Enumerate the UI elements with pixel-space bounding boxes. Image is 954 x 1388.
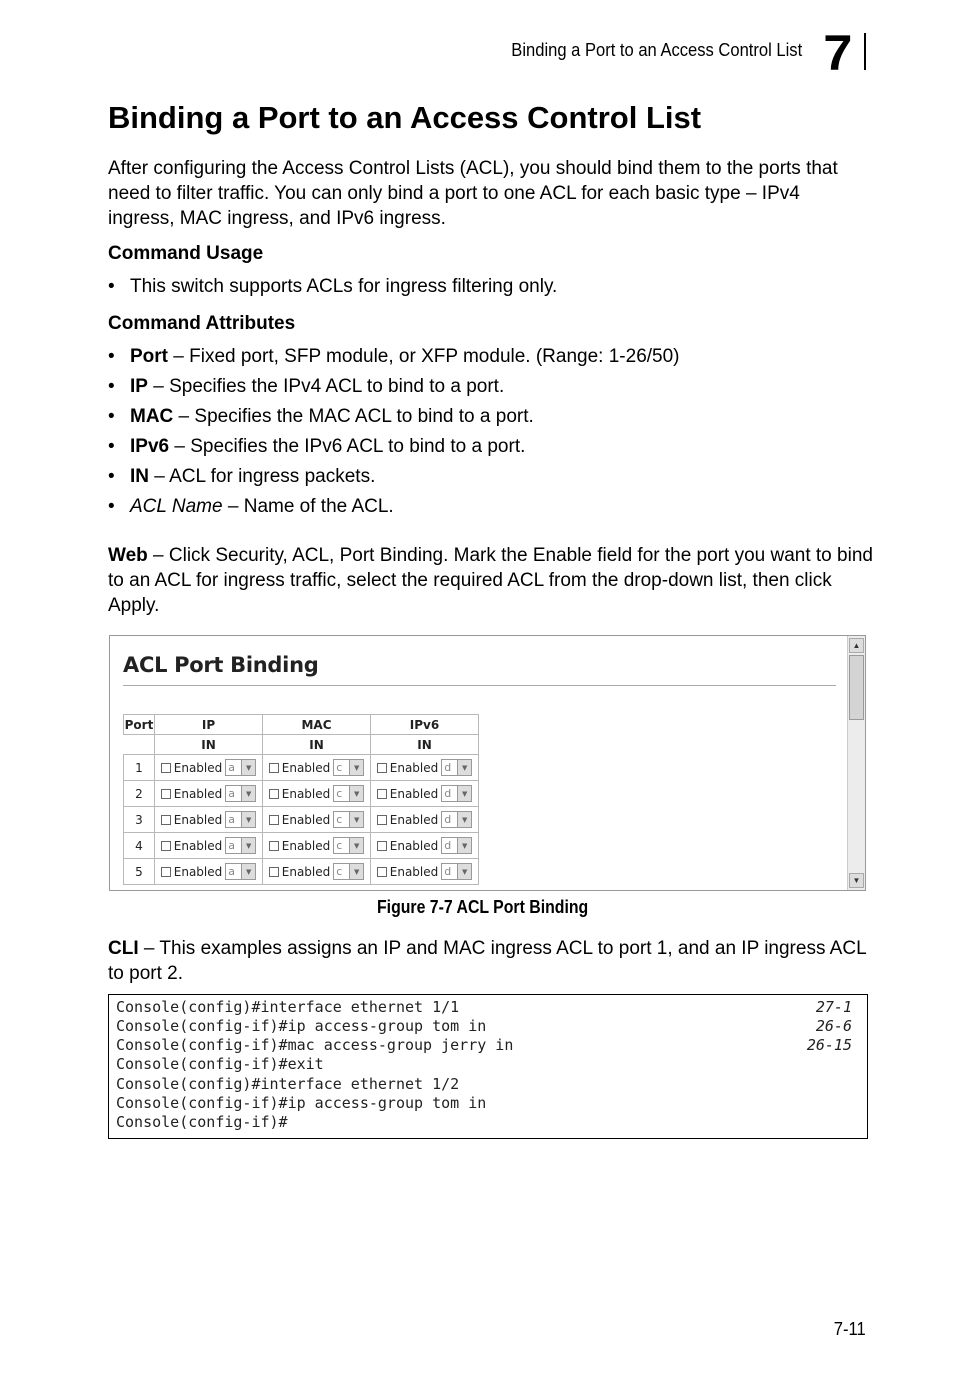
command-usage-heading: Command Usage bbox=[108, 243, 264, 264]
attribute-desc: – Fixed port, SFP module, or XFP module. (Range: 1-26/50) bbox=[168, 346, 680, 367]
table-row bbox=[124, 859, 479, 885]
bullet-dot: • bbox=[108, 276, 115, 297]
ip-binding-cell bbox=[155, 863, 262, 880]
enabled-label: Enabled bbox=[173, 812, 223, 827]
mac-binding-cell bbox=[263, 837, 370, 854]
header-mac: MAC bbox=[263, 715, 371, 735]
acl-select-value: d bbox=[444, 813, 452, 826]
attribute-bullet: • MAC – Specifies the MAC ACL to bind to a port. bbox=[108, 406, 534, 427]
attribute-term: IPv6 bbox=[130, 436, 170, 457]
ip-acl-select[interactable] bbox=[225, 759, 256, 776]
acl-select-value: d bbox=[444, 865, 452, 878]
port-number: 5 bbox=[135, 864, 143, 879]
ipv6-enable-checkbox[interactable] bbox=[377, 867, 387, 877]
acl-port-binding-figure bbox=[109, 635, 866, 891]
enabled-label: Enabled bbox=[173, 786, 223, 801]
panel-title: ACL Port Binding bbox=[123, 653, 319, 677]
page-number: 7-11 bbox=[834, 1319, 866, 1339]
code-reference: 26-15 bbox=[806, 1036, 852, 1054]
ip-acl-select[interactable] bbox=[225, 811, 256, 828]
mac-binding-cell bbox=[263, 811, 370, 828]
acl-select-value: d bbox=[444, 839, 452, 852]
header-ip-in: IN bbox=[155, 735, 263, 755]
enabled-label: Enabled bbox=[389, 812, 439, 827]
command-attributes-heading: Command Attributes bbox=[108, 313, 296, 334]
ipv6-acl-select[interactable] bbox=[441, 811, 472, 828]
enabled-label: Enabled bbox=[281, 838, 331, 853]
enabled-label: Enabled bbox=[389, 838, 439, 853]
header-ip: IP bbox=[155, 715, 263, 735]
web-paragraph bbox=[108, 543, 878, 618]
web-text: – Click Security, ACL, Port Binding. Mark the Enable field for the port you want to bind to an ACL for ingress traffic, select the required ACL from the drop-down list, then click Apply. bbox=[108, 545, 873, 616]
ip-enable-checkbox[interactable] bbox=[161, 789, 171, 799]
ipv6-enable-checkbox[interactable] bbox=[377, 789, 387, 799]
acl-select-value: a bbox=[228, 787, 235, 800]
ipv6-enable-checkbox[interactable] bbox=[377, 815, 387, 825]
code-line: Console(config-if)#ip access-group tom in bbox=[116, 1017, 487, 1035]
scroll-up-arrow-icon[interactable]: ▲ bbox=[849, 638, 864, 653]
enabled-label: Enabled bbox=[173, 838, 223, 853]
attribute-desc: – Specifies the MAC ACL to bind to a port. bbox=[173, 406, 534, 427]
attribute-term: IN bbox=[130, 466, 149, 487]
chapter-rule bbox=[864, 33, 866, 70]
code-line: Console(config)#interface ethernet 1/2 bbox=[116, 1075, 460, 1093]
enabled-label: Enabled bbox=[281, 864, 331, 879]
cli-code-box bbox=[108, 994, 868, 1139]
cli-text: – This examples assigns an IP and MAC ingress ACL to port 1, and an IP ingress ACL to port 2. bbox=[108, 938, 866, 984]
ip-enable-checkbox[interactable] bbox=[161, 815, 171, 825]
dropdown-arrow-icon[interactable]: ▼ bbox=[241, 812, 255, 827]
ipv6-binding-cell bbox=[371, 863, 478, 880]
table-row bbox=[124, 755, 479, 781]
enabled-label: Enabled bbox=[389, 786, 439, 801]
ipv6-binding-cell bbox=[371, 837, 478, 854]
acl-select-value: a bbox=[228, 865, 235, 878]
enabled-label: Enabled bbox=[281, 812, 331, 827]
enabled-label: Enabled bbox=[173, 864, 223, 879]
dropdown-arrow-icon[interactable]: ▼ bbox=[349, 786, 363, 801]
port-number: 1 bbox=[135, 760, 143, 775]
mac-enable-checkbox[interactable] bbox=[269, 841, 279, 851]
code-line: Console(config-if)#mac access-group jerry in bbox=[116, 1036, 514, 1054]
ip-enable-checkbox[interactable] bbox=[161, 763, 171, 773]
acl-select-value: c bbox=[336, 761, 343, 774]
ipv6-binding-cell bbox=[371, 759, 478, 776]
acl-select-value: c bbox=[336, 813, 343, 826]
code-line: Console(config-if)# bbox=[116, 1113, 288, 1131]
ip-enable-checkbox[interactable] bbox=[161, 841, 171, 851]
acl-select-value: c bbox=[336, 865, 343, 878]
mac-enable-checkbox[interactable] bbox=[269, 789, 279, 799]
attribute-bullet: • IPv6 – Specifies the IPv6 ACL to bind to a port. bbox=[108, 436, 526, 457]
enabled-label: Enabled bbox=[389, 760, 439, 775]
dropdown-arrow-icon[interactable]: ▼ bbox=[349, 864, 363, 879]
dropdown-arrow-icon[interactable]: ▼ bbox=[241, 838, 255, 853]
attribute-bullet: • ACL Name – Name of the ACL. bbox=[108, 496, 394, 517]
acl-select-value: c bbox=[336, 787, 343, 800]
acl-select-value: a bbox=[228, 813, 235, 826]
code-line: Console(config-if)#ip access-group tom in bbox=[116, 1094, 487, 1112]
dropdown-arrow-icon[interactable]: ▼ bbox=[241, 760, 255, 775]
dropdown-arrow-icon[interactable]: ▼ bbox=[457, 864, 471, 879]
usage-bullet bbox=[108, 276, 557, 298]
cli-term: CLI bbox=[108, 938, 139, 959]
scroll-down-arrow-icon[interactable]: ▼ bbox=[849, 873, 864, 888]
vertical-scrollbar[interactable] bbox=[847, 636, 865, 890]
mac-acl-select[interactable] bbox=[333, 837, 364, 854]
ip-binding-cell bbox=[155, 759, 262, 776]
mac-binding-cell bbox=[263, 863, 370, 880]
code-reference: 26-6 bbox=[815, 1017, 852, 1035]
running-header: Binding a Port to an Access Control List bbox=[511, 40, 802, 60]
header-blank bbox=[124, 735, 155, 755]
enabled-label: Enabled bbox=[173, 760, 223, 775]
ipv6-enable-checkbox[interactable] bbox=[377, 763, 387, 773]
ipv6-acl-select[interactable] bbox=[441, 863, 472, 880]
dropdown-arrow-icon[interactable]: ▼ bbox=[241, 864, 255, 879]
attribute-bullet: • IN – ACL for ingress packets. bbox=[108, 466, 376, 487]
enabled-label: Enabled bbox=[389, 864, 439, 879]
ip-acl-select[interactable] bbox=[225, 785, 256, 802]
table-row bbox=[124, 781, 479, 807]
dropdown-arrow-icon[interactable]: ▼ bbox=[457, 760, 471, 775]
enabled-label: Enabled bbox=[281, 786, 331, 801]
port-number: 3 bbox=[135, 812, 143, 827]
scroll-thumb[interactable] bbox=[849, 655, 864, 720]
attribute-bullet: • Port – Fixed port, SFP module, or XFP module. (Range: 1-26/50) bbox=[108, 346, 680, 367]
ip-binding-cell bbox=[155, 785, 262, 802]
mac-enable-checkbox[interactable] bbox=[269, 815, 279, 825]
mac-acl-select[interactable] bbox=[333, 785, 364, 802]
dropdown-arrow-icon[interactable]: ▼ bbox=[457, 838, 471, 853]
chapter-number: 7 bbox=[823, 25, 853, 81]
acl-select-value: a bbox=[228, 761, 235, 774]
cli-paragraph bbox=[108, 936, 878, 986]
acl-binding-table bbox=[123, 714, 479, 885]
attribute-term: ACL Name bbox=[130, 496, 223, 517]
enabled-label: Enabled bbox=[281, 760, 331, 775]
mac-enable-checkbox[interactable] bbox=[269, 867, 279, 877]
web-term: Web bbox=[108, 545, 148, 566]
header-ipv6-in: IN bbox=[371, 735, 479, 755]
attribute-desc: – Specifies the IPv4 ACL to bind to a port. bbox=[147, 376, 505, 397]
acl-select-value: d bbox=[444, 761, 452, 774]
ipv6-acl-select[interactable] bbox=[441, 785, 472, 802]
dropdown-arrow-icon[interactable]: ▼ bbox=[241, 786, 255, 801]
attribute-bullet: • IP – Specifies the IPv4 ACL to bind to a port. bbox=[108, 376, 505, 397]
ip-acl-select[interactable] bbox=[225, 863, 256, 880]
figure-caption: Figure 7-7 ACL Port Binding bbox=[377, 897, 589, 917]
port-number: 4 bbox=[135, 838, 143, 853]
acl-select-value: c bbox=[336, 839, 343, 852]
attribute-desc: – Name of the ACL. bbox=[222, 496, 394, 517]
page-title: Binding a Port to an Access Control List bbox=[108, 100, 702, 135]
attribute-term: Port bbox=[130, 346, 168, 367]
header-ipv6: IPv6 bbox=[371, 715, 479, 735]
acl-select-value: d bbox=[444, 787, 452, 800]
mac-acl-select[interactable] bbox=[333, 863, 364, 880]
acl-select-value: a bbox=[228, 839, 235, 852]
ipv6-enable-checkbox[interactable] bbox=[377, 841, 387, 851]
header-port: Port bbox=[124, 715, 155, 735]
code-line: Console(config)#interface ethernet 1/1 bbox=[116, 998, 460, 1016]
mac-binding-cell bbox=[263, 759, 370, 776]
attribute-term: IP bbox=[130, 376, 148, 397]
attribute-desc: – Specifies the IPv6 ACL to bind to a port. bbox=[169, 436, 526, 457]
dropdown-arrow-icon[interactable]: ▼ bbox=[457, 786, 471, 801]
intro-paragraph: After configuring the Access Control Lists (ACL), you should bind them to the ports that need to filter traffic. You can only bind a port to one ACL for each basic type – IPv4 ingress, MAC ingress, and IPv6 ingress. bbox=[108, 158, 838, 229]
usage-bullet-text: This switch supports ACLs for ingress filtering only. bbox=[130, 276, 558, 297]
attribute-desc: – ACL for ingress packets. bbox=[149, 466, 376, 487]
attribute-term: MAC bbox=[130, 406, 174, 427]
table-row bbox=[124, 807, 479, 833]
ipv6-acl-select[interactable] bbox=[441, 759, 472, 776]
mac-enable-checkbox[interactable] bbox=[269, 763, 279, 773]
header-mac-in: IN bbox=[263, 735, 371, 755]
ipv6-binding-cell bbox=[371, 811, 478, 828]
ip-acl-select[interactable] bbox=[225, 837, 256, 854]
dropdown-arrow-icon[interactable]: ▼ bbox=[349, 760, 363, 775]
panel-divider bbox=[123, 685, 836, 687]
port-number: 2 bbox=[135, 786, 143, 801]
table-row bbox=[124, 833, 479, 859]
ip-enable-checkbox[interactable] bbox=[161, 867, 171, 877]
mac-binding-cell bbox=[263, 785, 370, 802]
mac-acl-select[interactable] bbox=[333, 759, 364, 776]
ip-binding-cell bbox=[155, 811, 262, 828]
mac-acl-select[interactable] bbox=[333, 811, 364, 828]
ip-binding-cell bbox=[155, 837, 262, 854]
ipv6-acl-select[interactable] bbox=[441, 837, 472, 854]
dropdown-arrow-icon[interactable]: ▼ bbox=[457, 812, 471, 827]
ipv6-binding-cell bbox=[371, 785, 478, 802]
dropdown-arrow-icon[interactable]: ▼ bbox=[349, 838, 363, 853]
code-reference: 27-1 bbox=[815, 998, 852, 1016]
dropdown-arrow-icon[interactable]: ▼ bbox=[349, 812, 363, 827]
code-line: Console(config-if)#exit bbox=[116, 1055, 324, 1073]
